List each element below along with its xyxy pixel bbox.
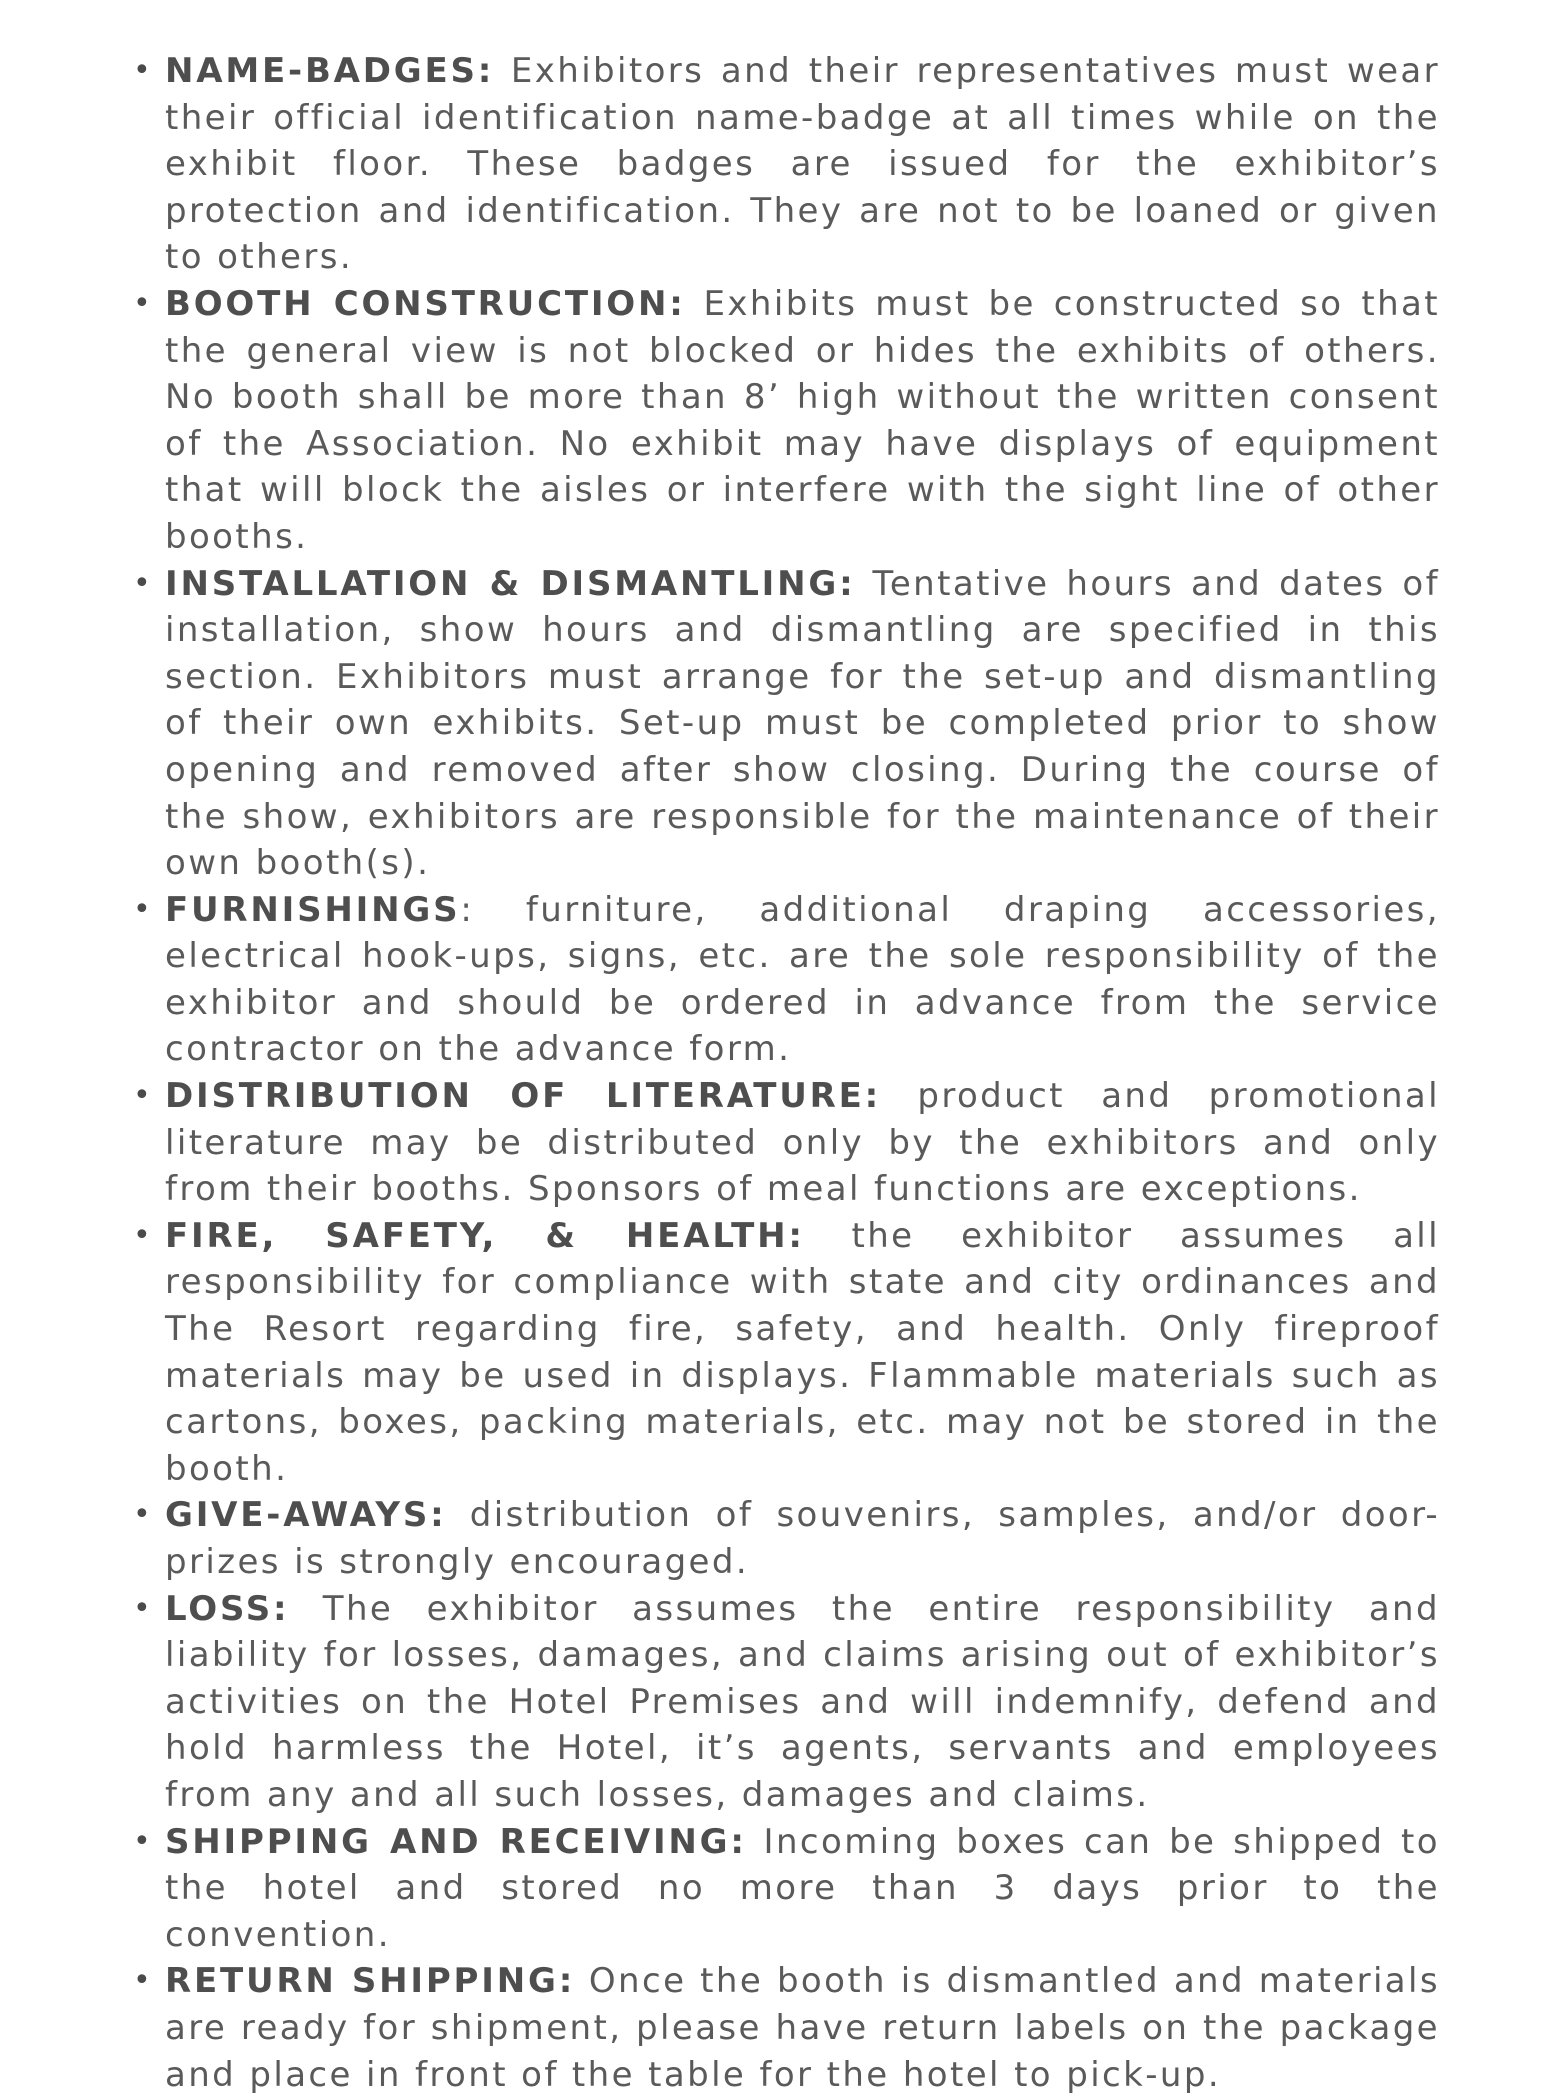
bullet-icon: • (133, 1497, 154, 1533)
rule-text: Once the booth is dismantled and materials are ready for shipment, please have return labels on the package and place in front of the table for the hotel to pick-up. (165, 1961, 1440, 2095)
rule-term: RETURN SHIPPING: (165, 1961, 576, 2002)
rule-text: distribution of souvenirs, samples, and/or door-prizes is strongly encouraged. (165, 1495, 1440, 1582)
bullet-icon: • (133, 285, 154, 321)
rule-text: Incoming boxes can be shipped to the hotel and stored no more than 3 days prior to the convention. (165, 1821, 1440, 1955)
bullet-icon: • (133, 891, 154, 927)
rule-term: NAME-BADGES: (165, 51, 495, 91)
bullet-icon: • (133, 1217, 154, 1253)
rule-loss (133, 1586, 1440, 1819)
bullet-icon: • (133, 1590, 154, 1626)
rule-return-shipping (133, 1958, 1440, 2098)
rule-text: Exhibitors and their representatives must wear their official identification name-badge at all times while on the exhibit floor. These badges are issued for the exhibitor’s protection and identification. They are not to be loaned or given to others. (165, 51, 1440, 278)
rule-text: : furniture, additional draping accessories, electrical hook-ups, signs, etc. are the sole responsibility of the exhibitor and should be ordered in advance from the service contractor on the advance form. (165, 889, 1440, 1070)
bullet-icon: • (133, 565, 154, 601)
bullet-icon: • (133, 1823, 154, 1859)
exhibitor-rules-list (133, 48, 1441, 2098)
rule-term: LOSS: (165, 1588, 290, 1629)
rule-term: FURNISHINGS (165, 889, 461, 930)
rule-shipping-and-receiving (133, 1819, 1440, 1959)
rule-term: GIVE-AWAYS: (165, 1495, 447, 1536)
rule-term: BOOTH CONSTRUCTION: (165, 283, 686, 324)
rule-term: INSTALLATION & DISMANTLING: (165, 563, 856, 604)
bullet-icon: • (133, 53, 154, 88)
rule-text: Tentative hours and dates of installation, show hours and dismantling are specified in this section. Exhibitors must arrange for the set-up and dismantling of their own exhibits. Set-up must be completed prior to show opening and removed after show closing. During the course of the show, exhibitors are responsible for the maintenance of their own booth(s). (165, 563, 1440, 884)
rule-text: product and promotional literature may be distributed only by the exhibitors and only from their booths. Sponsors of meal functions are exceptions. (165, 1076, 1440, 1210)
rule-term: DISTRIBUTION OF LITERATURE: (165, 1076, 882, 1117)
rule-booth-construction (133, 281, 1440, 561)
rule-furnishings (133, 887, 1440, 1073)
rule-term: SHIPPING AND RECEIVING: (165, 1821, 747, 1862)
bullet-icon: • (133, 1963, 154, 1999)
rule-text: the exhibitor assumes all responsibility for compliance with state and city ordinances and The Resort regarding fire, safety, and health. Only fireproof materials may be used in displays. Flammable materials such as cartons, boxes, packing materials, etc. may not be stored in the booth. (165, 1215, 1441, 1489)
document-page (133, 48, 1441, 2098)
rule-fire-safety-health (133, 1213, 1441, 1493)
rule-text: Exhibits must be constructed so that the general view is not blocked or hides the exhibits of others. No booth shall be more than 8’ high without the written consent of the Association. No exhibit may have displays of equipment that will block the aisles or interfere with the sight line of other booths. (165, 283, 1440, 557)
rule-text: The exhibitor assumes the entire responsibility and liability for losses, damages, and claims arising out of exhibitor’s activities on the Hotel Premises and will indemnify, defend and hold harmless the Hotel, it’s agents, servants and employees from any and all such losses, damages and claims. (165, 1588, 1440, 1815)
rule-term: FIRE, SAFETY, & HEALTH: (165, 1215, 805, 1256)
rule-name-badges (133, 48, 1440, 281)
rule-distribution-of-literature (133, 1073, 1440, 1213)
rule-installation-dismantling (133, 561, 1440, 887)
bullet-icon: • (133, 1078, 154, 1114)
rule-give-aways (133, 1492, 1440, 1585)
